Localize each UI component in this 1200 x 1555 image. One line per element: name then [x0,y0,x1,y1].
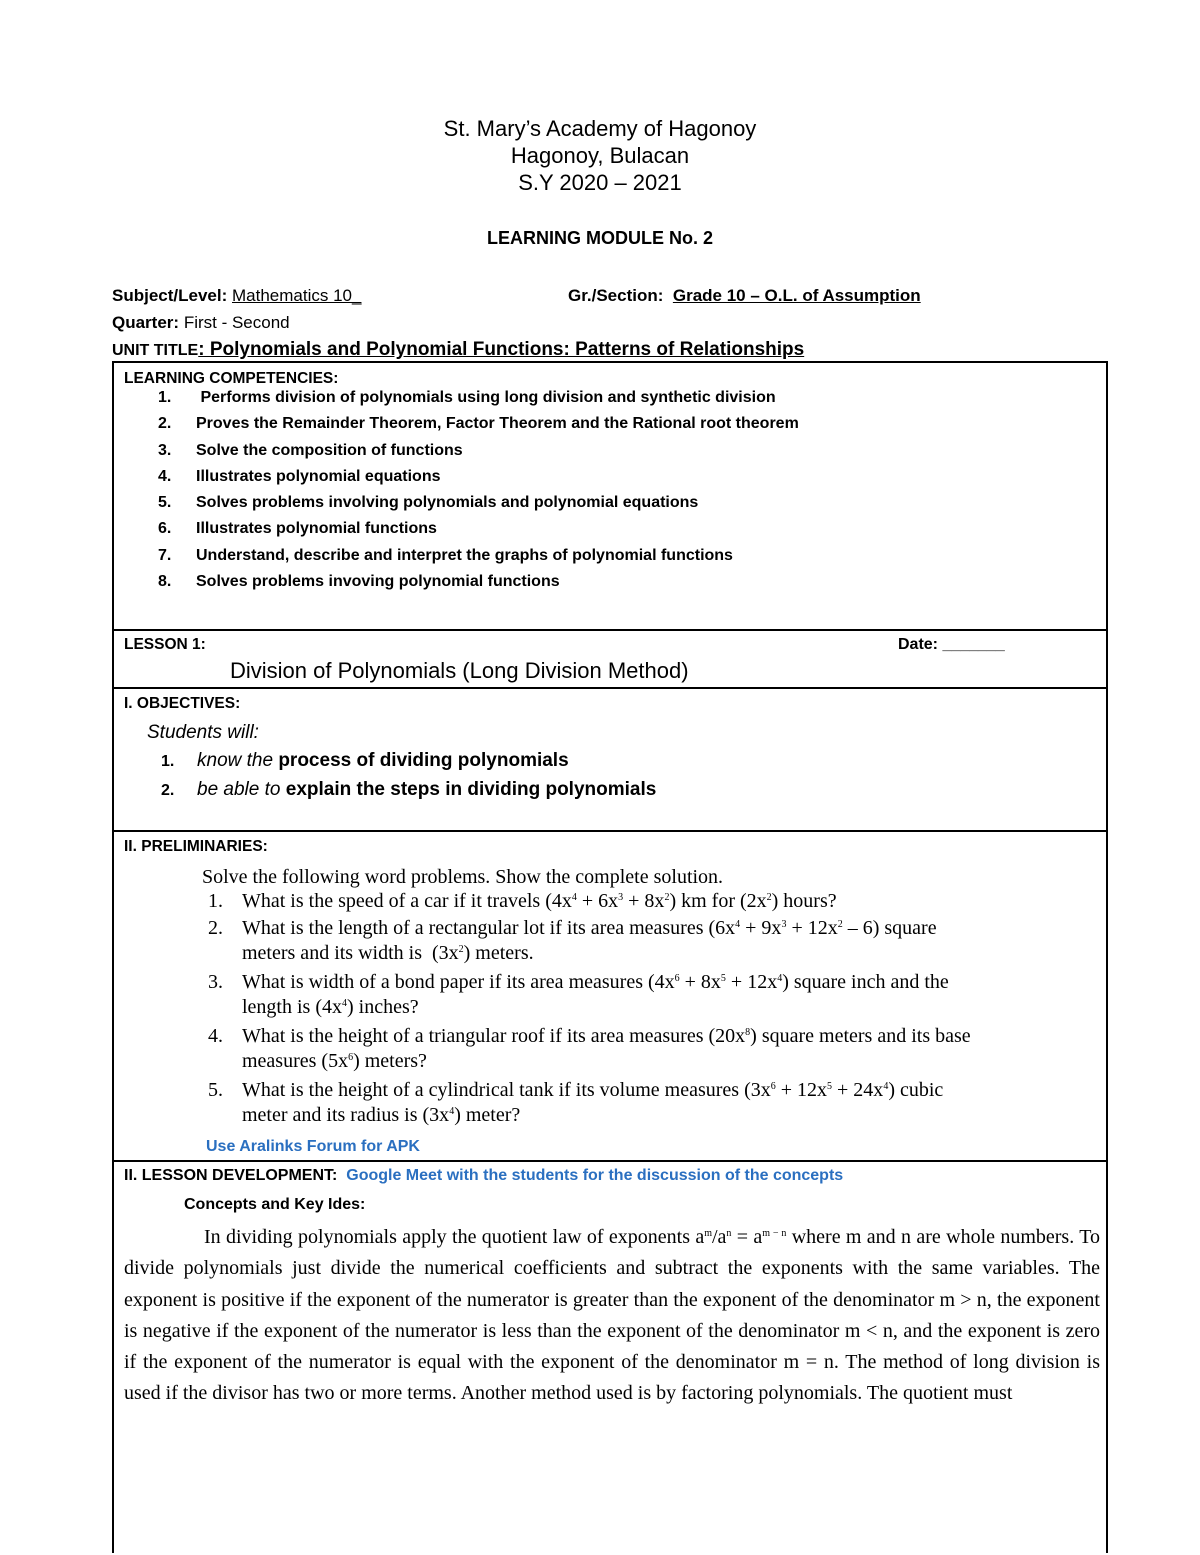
quarter-label: Quarter: [112,313,180,332]
competencies-section [114,363,1106,631]
competency-item [158,490,799,516]
objective-item [161,779,656,801]
exponent: 5 [827,1081,833,1092]
date-label: Date: [898,636,943,653]
exponent: 4 [571,892,577,903]
exponent: 2 [766,892,772,903]
problem-line [242,1079,943,1102]
subject-value: Mathematics 10_ [232,286,362,305]
problem-text: + 12x [775,1079,828,1101]
unit-title-line [112,339,804,362]
quarter-line [112,312,290,334]
problem-text: + 6x [576,890,619,912]
school-address: Hagonoy, Bulacan [510,143,690,168]
problem-line [242,1050,427,1073]
preliminaries-intro: Solve the following word problems. Show the complete solution. [202,866,724,888]
school-year: S.Y 2020 – 2021 [518,170,682,195]
competency-text: Solves problems invoving polynomial functions [196,573,560,591]
concepts-heading: Concepts and Key Ides: [184,1196,366,1213]
exponent: 6 [348,1052,354,1063]
problem-text: ) square inch and the [782,971,949,993]
exponent: 3 [618,892,624,903]
problem-text: – 6) square [842,917,937,939]
development-section [114,1162,1106,1555]
objective-item [161,750,569,772]
problem-line [242,971,949,994]
problem-number: 1. [208,890,223,912]
competency-item [158,411,799,437]
exponent: n [726,1228,732,1239]
competency-number: 2. [158,415,172,433]
competencies-heading: LEARNING COMPETENCIES: [124,370,339,387]
problem-line [242,890,837,913]
unit-title-label: UNIT TITLE [112,342,199,359]
quarter-value: First - Second [183,313,290,332]
exponent: m − n [762,1228,787,1239]
objective-number: 2. [161,782,175,799]
competency-number: 6. [158,520,172,538]
problem-number: 2. [208,917,223,939]
objective-italic: be able to [197,779,281,800]
problem-line [242,1104,520,1127]
exponent: 3 [781,919,787,930]
module-table [112,361,1108,1553]
problem-text: What is the length of a rectangular lot if its area measures (6x [242,917,736,939]
development-heading: II. LESSON DEVELOPMENT: [124,1167,338,1184]
problem-line [242,942,534,965]
exponent: m [704,1228,712,1239]
preliminaries-section [114,832,1106,1162]
objective-bold: process of dividing polynomials [273,750,569,771]
problem-text: meters and its width is (3x [242,942,459,964]
lesson-section [114,631,1106,689]
problem-text: + 12x [786,917,838,939]
problem-text: ) km for (2x [669,890,767,912]
paragraph-text: = a [731,1226,763,1248]
school-name: St. Mary’s Academy of Hagonoy [443,116,757,141]
exponent: 4 [735,919,741,930]
problem-text: ) inches? [347,996,419,1018]
competency-item [158,438,799,464]
problem-text: ) hours? [771,890,837,912]
development-header [124,1167,843,1185]
problem-number: 5. [208,1079,223,1101]
competency-text: Understand, describe and interpret the graphs of polynomial functions [196,546,733,564]
exponent: 2 [458,944,464,955]
exponent: 5 [720,973,726,984]
exponent: 6 [770,1081,776,1092]
problem-text: What is the height of a triangular roof if its area measures (20x [242,1025,746,1047]
problem-text: ) meters. [463,942,534,964]
preliminaries-note: Use Aralinks Forum for APK [206,1138,420,1155]
problem-line [242,917,937,940]
competency-number: 5. [158,494,172,512]
exponent: 4 [449,1106,455,1117]
competency-number: 4. [158,467,172,485]
competency-item [158,464,799,490]
problem-number: 3. [208,971,223,993]
competency-item [158,569,799,595]
exponent: 6 [674,973,680,984]
problem-text: What is the height of a cylindrical tank if its volume measures (3x [242,1079,771,1101]
problem-line [242,1025,971,1048]
problem-text: ) square meters and its base [750,1025,971,1047]
problem-number: 4. [208,1025,223,1047]
problem-text: + 12x [725,971,778,993]
competency-text: Solve the composition of functions [196,441,463,459]
paragraph-text: /a [711,1226,727,1248]
lesson-date [898,636,1005,654]
exponent: 2 [664,892,670,903]
problem-text: meter and its radius is (3x [242,1104,450,1126]
problem-text: + 8x [679,971,721,993]
exponent: 4 [883,1081,889,1092]
paragraph-text: where m and n are whole numbers. To divide polynomials just divide the numerical coefficients and subtract the exponents with the same variables. The exponent is positive if the exponent of the numerator is greater than the exponent of the denominator m > n, the exponent is negative if the exponent of the numerator is less than the exponent of the denominator m < n, and the exponent is zero if the exponent of the numerator is equal with the exponent of the denominator m = n. The method of long division is used if the divisor has two or more terms. Another method used is by factoring polynomials. The quotient must [124,1226,1101,1405]
section-label: Gr./Section: [568,286,664,305]
objectives-intro: Students will: [147,722,259,743]
section-value: Grade 10 – O.L. of Assumption [672,286,921,305]
exponent: 8 [745,1027,751,1038]
problem-text: measures (5x [242,1050,349,1072]
competency-item [158,516,799,542]
exponent: 4 [777,973,783,984]
exponent: 4 [342,998,347,1009]
objective-bold: explain the steps in dividing polynomials [280,779,657,800]
problem-text: ) cubic [888,1079,944,1101]
problem-text: + 8x [623,890,665,912]
problem-text: length is (4x [242,996,342,1018]
objective-italic: know the [197,750,274,771]
competency-item [158,543,799,569]
problem-text: + 24x [832,1079,884,1101]
date-blank: _______ [942,636,1005,653]
problem-text: What is width of a bond paper if its area measures (4x [242,971,675,993]
objectives-heading: I. OBJECTIVES: [124,695,241,712]
subject-line [112,285,361,307]
problem-text: ) meters? [353,1050,427,1072]
competency-number: 7. [158,546,172,564]
objectives-section [114,689,1106,832]
section-line [568,285,921,307]
exponent: 2 [837,919,843,930]
competency-number: 1. [158,389,172,406]
lesson-title: Division of Polynomials (Long Division Method) [230,658,689,683]
unit-title-value: : Polynomials and Polynomial Functions: Patterns of Relationships [198,339,805,360]
competency-text: Illustrates polynomial functions [196,520,437,538]
competency-text: Illustrates polynomial equations [196,467,441,485]
module-title: LEARNING MODULE No. 2 [486,228,713,248]
competency-text: Solves problems involving polynomials and polynomial equations [196,494,699,512]
preliminaries-heading: II. PRELIMINARIES: [124,838,268,855]
problem-text: What is the speed of a car if it travels (4x [242,890,572,912]
problem-text: + 9x [740,917,782,939]
problem-line [242,996,419,1019]
concepts-paragraph [124,1222,1100,1410]
competency-text: Performs division of polynomials using long division and synthetic division [196,389,776,406]
problem-text: ) meter? [454,1104,521,1126]
development-note: Google Meet with the students for the discussion of the concepts [346,1167,844,1184]
subject-label: Subject/Level: [112,286,228,305]
paragraph-text: In dividing polynomials apply the quotient law of exponents a [204,1226,705,1248]
competency-item [158,385,799,411]
competencies-list [158,385,799,595]
lesson-label: LESSON 1: [124,636,206,653]
competency-text: Proves the Remainder Theorem, Factor Theorem and the Rational root theorem [196,415,799,433]
competency-number: 3. [158,441,172,459]
competency-number: 8. [158,573,172,591]
objective-number: 1. [161,753,175,770]
